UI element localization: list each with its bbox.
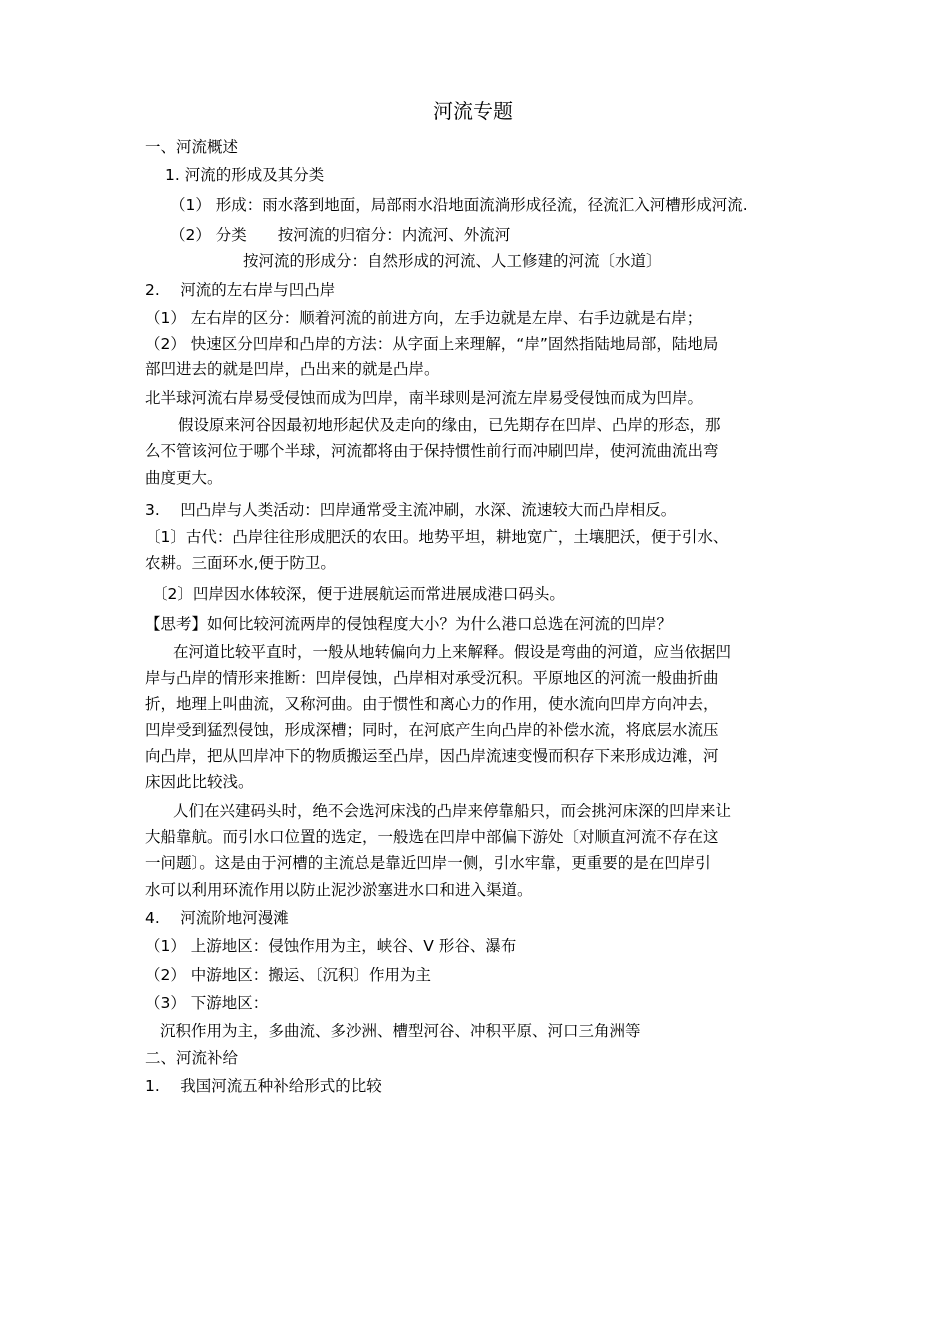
paragraph-line: （1） 左右岸的区分：顺着河流的前进方向，左手边就是左岸、右手边就是右岸； — [145, 309, 703, 327]
paragraph-line: 在河道比较平直时，一般从地转偏向力上来解释。假设是弯曲的河道，应当依据凹 — [173, 643, 732, 661]
paragraph-line: 假设原来河谷因最初地形起伏及走向的缘由，已先期存在凹岸、凸岸的形态，那 — [178, 416, 721, 434]
paragraph-line: 沉积作用为主，多曲流、多沙洲、槽型河谷、冲积平原、河口三角洲等 — [160, 1022, 641, 1040]
paragraph-line: 向凸岸，把从凹岸冲下的物质搬运至凸岸，因凸岸流速变慢而积存下来形成边滩，河 — [145, 747, 719, 765]
subsection-heading: 1. 河流的形成及其分类 — [165, 166, 325, 184]
paragraph-line: 么不管该河位于哪个半球，河流都将由于保持惯性前行而冲刷凹岸，使河流曲流出弯 — [145, 442, 719, 460]
paragraph-line: （2） 分类 按河流的归宿分：内流河、外流河 — [170, 226, 511, 244]
page-title: 河流专题 — [433, 99, 513, 123]
subsection-heading: 1. 我国河流五种补给形式的比较 — [145, 1077, 382, 1095]
paragraph-line: 【思考】如何比较河流两岸的侵蚀程度大小？为什么港口总选在河流的凹岸？ — [145, 615, 673, 633]
paragraph-line: 按河流的形成分：自然形成的河流、人工修建的河流〔水道〕 — [243, 252, 662, 270]
paragraph-line: 床因此比较浅。 — [145, 773, 254, 791]
paragraph-line: 〔1〕古代：凸岸往往形成肥沃的农田。地势平坦，耕地宽广，土壤肥沃，便于引水、 — [145, 528, 729, 546]
paragraph-line: 曲度更大。 — [145, 469, 223, 487]
subsection-heading: 4. 河流阶地河漫滩 — [145, 909, 289, 927]
subsection-heading: 3. 凹凸岸与人类活动：凹岸通常受主流冲刷，水深、流速较大而凸岸相反。 — [145, 501, 677, 519]
paragraph-line: （1） 形成：雨水落到地面，局部雨水沿地面流淌形成径流，径流汇入河槽形成河流. — [170, 196, 748, 214]
section-heading: 二、河流补给 — [145, 1049, 239, 1067]
paragraph-line: （2） 中游地区：搬运、〔沉积〕作用为主 — [145, 966, 432, 984]
paragraph-line: 北半球河流右岸易受侵蚀而成为凹岸，南半球则是河流左岸易受侵蚀而成为凹岸。 — [145, 389, 704, 407]
paragraph-line: 农耕。三面环水,便于防卫。 — [145, 554, 336, 572]
paragraph-line: 部凹进去的就是凹岸，凸出来的就是凸岸。 — [145, 360, 440, 378]
paragraph-line: 凹岸受到猛烈侵蚀，形成深槽；同时，在河底产生向凸岸的补偿水流，将底层水流压 — [145, 721, 719, 739]
paragraph-line: 〔2〕凹岸因水体较深，便于进展航运而常进展成港口码头。 — [152, 585, 565, 603]
paragraph-line: 折，地理上叫曲流，又称河曲。由于惯性和离心力的作用，使水流向凹岸方向冲去， — [145, 695, 719, 713]
paragraph-line: 岸与凸岸的情形来推断：凹岸侵蚀，凸岸相对承受沉积。平原地区的河流一般曲折曲 — [145, 669, 719, 687]
paragraph-line: （1） 上游地区：侵蚀作用为主，峡谷、V 形谷、瀑布 — [145, 937, 517, 955]
subsection-heading: 2. 河流的左右岸与凹凸岸 — [145, 281, 336, 299]
paragraph-line: （3） 下游地区： — [145, 994, 269, 1012]
paragraph-line: 人们在兴建码头时，绝不会选河床浅的凸岸来停靠船只，而会挑河床深的凹岸来让 — [173, 802, 732, 820]
paragraph-line: （2） 快速区分凹岸和凸岸的方法：从字面上来理解，“岸”固然指陆地局部，陆地局 — [145, 335, 719, 353]
paragraph-line: 大船靠航。而引水口位置的选定，一般选在凹岸中部偏下游处〔对顺直河流不存在这 — [145, 828, 719, 846]
section-heading: 一、河流概述 — [145, 138, 239, 156]
paragraph-line: 一问题〕。这是由于河槽的主流总是靠近凹岸一侧，引水牢靠，更重要的是在凹岸引 — [145, 854, 711, 872]
paragraph-line: 水可以利用环流作用以防止泥沙淤塞进水口和进入渠道。 — [145, 881, 533, 899]
